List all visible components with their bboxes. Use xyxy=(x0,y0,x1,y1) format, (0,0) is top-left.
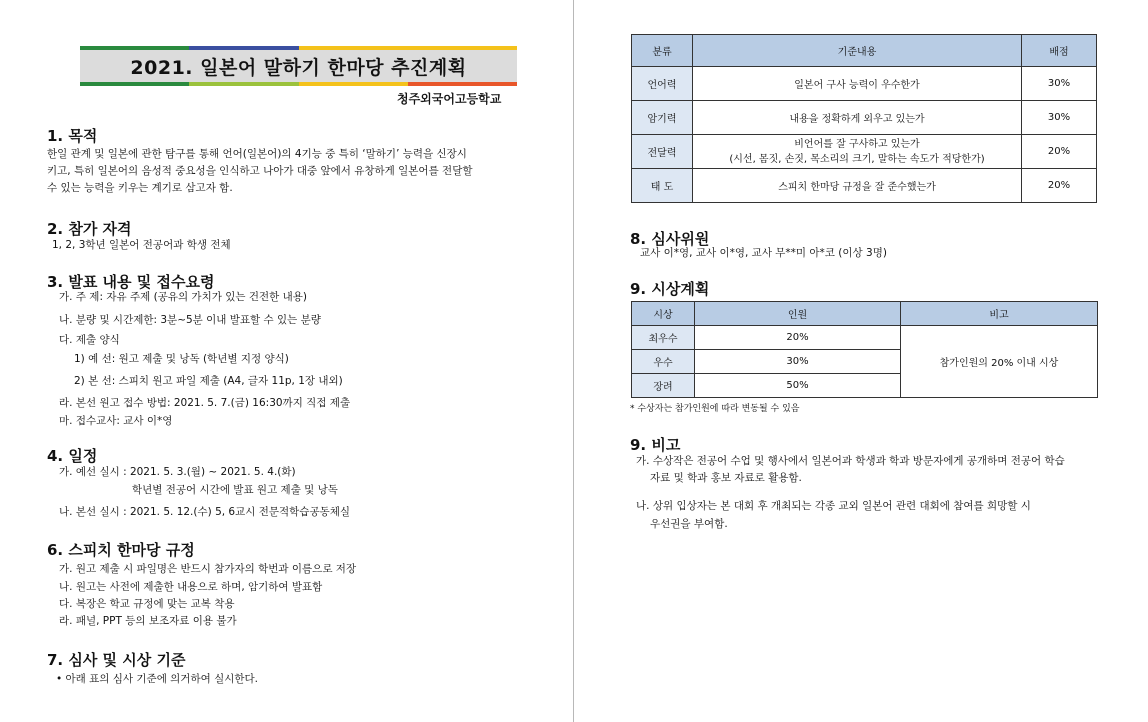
remarks-item: 나. 상위 입상자는 본 대회 후 개최되는 각종 교외 일본어 관련 대회에 참여를 희망할 시 xyxy=(636,500,1031,512)
criteria-category: 전달력 xyxy=(632,135,693,169)
school-name: 청주외국어고등학교 xyxy=(397,92,502,106)
criteria-content xyxy=(693,135,1022,169)
criteria-content-line: (시선, 몸짓, 손짓, 목소리의 크기, 말하는 속도가 적당한가) xyxy=(729,153,985,165)
award-name: 장려 xyxy=(632,374,695,398)
section-1-heading: 1. 목적 xyxy=(47,127,98,145)
award-count: 20% xyxy=(695,326,901,350)
section-1-line: 한일 관계 및 일본에 관한 탐구를 통해 언어(일본어)의 4기능 중 특히 ‘말하기’ 능력을 신장시 xyxy=(47,148,467,160)
section-4-item: 학년별 전공어 시간에 발표 원고 제출 및 낭독 xyxy=(132,484,338,496)
left-page xyxy=(0,0,573,722)
section-1-line: 키고, 특히 일본어의 음성적 중요성을 인식하고 나아가 대중 앞에서 유창하게 일본어를 전달할 xyxy=(47,165,473,177)
section-4-item: 나. 본선 실시 : 2021. 5. 12.(수) 5, 6교시 전문적학습공동체실 xyxy=(59,506,351,518)
criteria-header: 배점 xyxy=(1022,35,1097,67)
table-row xyxy=(632,101,1097,135)
award-count: 30% xyxy=(695,350,901,374)
criteria-category: 암기력 xyxy=(632,101,693,135)
criteria-table xyxy=(631,34,1097,203)
criteria-score: 30% xyxy=(1022,101,1097,135)
section-3-heading: 3. 발표 내용 및 접수요령 xyxy=(47,273,215,291)
criteria-category: 언어력 xyxy=(632,67,693,101)
section-9-remarks-heading: 9. 비고 xyxy=(630,436,681,454)
criteria-score: 20% xyxy=(1022,135,1097,169)
section-3-item: 2) 본 선: 스피치 원고 파일 제출 (A4, 글자 11p, 1장 내외) xyxy=(74,375,343,387)
section-6-item: 다. 복장은 학교 규정에 맞는 교복 착용 xyxy=(59,598,235,610)
title-banner xyxy=(80,46,517,86)
criteria-score: 20% xyxy=(1022,169,1097,203)
award-table xyxy=(631,301,1098,398)
section-4-heading: 4. 일정 xyxy=(47,447,98,465)
remarks-item: 자료 및 학과 홍보 자료로 활용함. xyxy=(650,472,802,484)
right-page xyxy=(574,0,1148,722)
award-note: * 수상자는 참가인원에 따라 변동될 수 있음 xyxy=(630,404,800,414)
criteria-score: 30% xyxy=(1022,67,1097,101)
section-3-item: 라. 본선 원고 접수 방법: 2021. 5. 7.(금) 16:30까지 직접 제출 xyxy=(59,397,351,409)
criteria-header: 기준내용 xyxy=(693,35,1022,67)
award-header: 비고 xyxy=(901,302,1098,326)
section-6-item: 나. 원고는 사전에 제출한 내용으로 하며, 암기하여 발표함 xyxy=(59,581,323,593)
table-row xyxy=(632,67,1097,101)
criteria-content-line: 비언어를 잘 구사하고 있는가 xyxy=(794,138,920,150)
award-header: 시상 xyxy=(632,302,695,326)
table-row xyxy=(632,326,1098,350)
award-remark: 참가인원의 20% 이내 시상 xyxy=(901,326,1098,398)
award-name: 최우수 xyxy=(632,326,695,350)
award-count: 50% xyxy=(695,374,901,398)
criteria-content: 일본어 구사 능력이 우수한가 xyxy=(693,67,1022,101)
section-8-line: 교사 이*영, 교사 이*영, 교사 무**미 아*코 (이상 3명) xyxy=(640,247,887,259)
criteria-header: 분류 xyxy=(632,35,693,67)
section-3-item: 1) 예 선: 원고 제출 및 낭독 (학년별 지정 양식) xyxy=(74,353,289,365)
section-9-award-heading: 9. 시상계획 xyxy=(630,280,710,298)
title-bottom-bar xyxy=(80,82,517,86)
section-6-heading: 6. 스피치 한마당 규정 xyxy=(47,541,195,559)
section-7-line: • 아래 표의 심사 기준에 의거하여 실시한다. xyxy=(56,673,258,685)
page-title: 2021. 일본어 말하기 한마당 추진계획 xyxy=(80,50,517,82)
remarks-item: 우선권을 부여함. xyxy=(650,518,728,530)
section-3-item: 다. 제출 양식 xyxy=(59,334,120,346)
criteria-content: 내용을 정확하게 외우고 있는가 xyxy=(693,101,1022,135)
section-6-item: 라. 패널, PPT 등의 보조자료 이용 불가 xyxy=(59,615,237,627)
section-3-item: 나. 분량 및 시간제한: 3분~5분 이내 발표할 수 있는 분량 xyxy=(59,314,321,326)
section-3-item: 가. 주 제: 자유 주제 (공유의 가치가 있는 건전한 내용) xyxy=(59,291,307,303)
section-3-item: 마. 접수교사: 교사 이*영 xyxy=(59,415,173,427)
table-row xyxy=(632,169,1097,203)
section-8-heading: 8. 심사위원 xyxy=(630,230,710,248)
criteria-category: 태 도 xyxy=(632,169,693,203)
table-row xyxy=(632,135,1097,169)
award-name: 우수 xyxy=(632,350,695,374)
section-1-line: 수 있는 능력을 키우는 계기로 삼고자 함. xyxy=(47,182,233,194)
award-header: 인원 xyxy=(695,302,901,326)
section-4-item: 가. 예선 실시 : 2021. 5. 3.(월) ~ 2021. 5. 4.(화) xyxy=(59,466,296,478)
criteria-content: 스피치 한마당 규정을 잘 준수했는가 xyxy=(693,169,1022,203)
section-6-item: 가. 원고 제출 시 파일명은 반드시 참가자의 학번과 이름으로 저장 xyxy=(59,563,357,575)
remarks-item: 가. 수상작은 전공어 수업 및 행사에서 일본어과 학생과 학과 방문자에게 공개하며 전공어 학습 xyxy=(636,455,1065,467)
section-2-line: 1, 2, 3학년 일본어 전공어과 학생 전체 xyxy=(52,239,231,251)
section-7-heading: 7. 심사 및 시상 기준 xyxy=(47,651,186,669)
section-2-heading: 2. 참가 자격 xyxy=(47,220,132,238)
